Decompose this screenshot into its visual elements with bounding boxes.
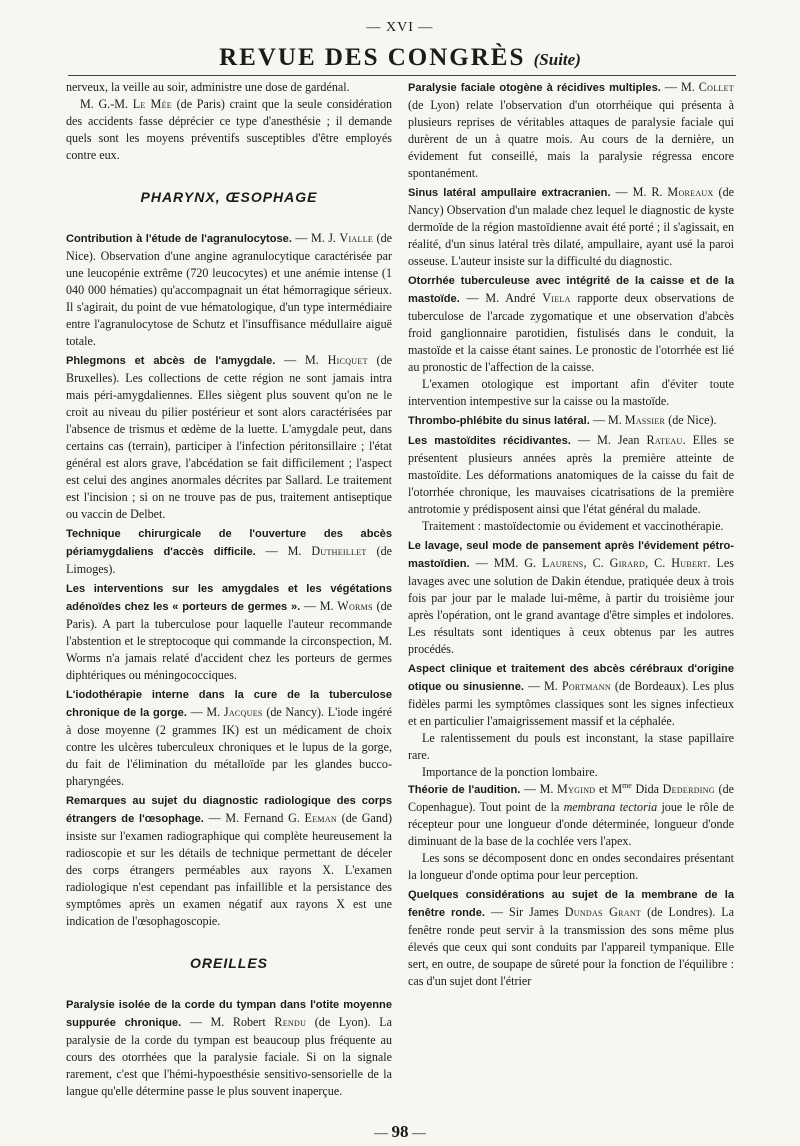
section-heading-pharynx: PHARYNX, ŒSOPHAGE — [140, 189, 318, 205]
article: Aspect clinique et traitement des abcès cérébraux d'origine otique ou sinusienne. — M. Portmann (de Bordeaux). Les plus fidèles parmi les symptômes classiques sont les signes infectieux et en particulier l'amaigrissement massif et la céphalée. — [408, 663, 734, 728]
article-title: Phlegmons et abcès de l'amygdale. — [66, 355, 276, 367]
article: Contribution à l'étude de l'agranulocytose. — M. J. Vialle (de Nice). Observation d'une angine agranulocytique caractérisée par une leucopénie extrême (720 leucocytes) et une anémie intense (1 040 000 hématies) qu'accompagnait un état hémorragique sérieux. Il s'agirait, du point de vue hématologique, d'un type intermédiaire entre l'agranulocytose de Schutz et l'insuffisance médullaire aiguë totale. — [66, 231, 392, 348]
right-column — [408, 79, 734, 990]
author-name: Massier — [624, 413, 666, 427]
paragraph: L'examen otologique est important afin d'éviter toute intervention intempestive sur la caisse ou la mastoïde. — [408, 377, 734, 408]
author-name: Hicquet — [327, 353, 368, 367]
author-name: Jacques — [223, 705, 263, 719]
article-title: Quelques considérations au sujet de la membrane de la fenêtre ronde. — [408, 889, 734, 919]
author-name: Girard — [609, 556, 646, 570]
author-name: Dundas Grant — [564, 905, 642, 919]
article-title: Remarques au sujet du diagnostic radiologique des corps étrangers de l'œsophage. — [66, 795, 392, 825]
paragraph: M. G.-M. Le Mée (de Paris) craint que la seule considération des accidents fasse déprécier ce type d'anesthésie ; il demande quels sont les moyens préventifs susceptibles d'être employés contre eux. — [66, 97, 393, 162]
page-number: — 98 — — [374, 1122, 426, 1141]
author-name: Rateau — [646, 433, 683, 447]
header-title: REVUE DES CONGRÈS — [219, 44, 526, 71]
article: Théorie de l'audition. — M. Mygind et $M^{me}$ Dida Dederding (de Copenhague). Tout point de la membrana tectoria joue le rôle de récepteur pour une longueur d'onde déterminée, longueur d'onde diminuant de la base de la cochlée vers l'apex. — [408, 781, 734, 848]
article-title: Contribution à l'étude de l'agranulocytose. — [66, 233, 292, 245]
article: L'iodothérapie interne dans la cure de la tuberculose chronique de la gorge. — M. Jacques (de Nancy). L'iode ingéré à dose moyenne (2 grammes IK) est un médicament de choix contre les ulcères tuberculeux chroniques et le lupus de la gorge, du fait de l'élimination du métalloïde par les glandes bucco-pharyngées. — [66, 689, 392, 788]
author-name: Hubert — [671, 556, 708, 570]
article-title: Les mastoïdites récidivantes. — [408, 435, 571, 447]
article: Phlegmons et abcès de l'amygdale. — M. Hicquet (de Bruxelles). Les collections de cette région ne sont jamais intra mais péri-amygdaliennes. Elles siègent plus souvent qu'on ne le croit au niveau du pilier postérieur et sont alors caractérisées par l'absence de trismus et œdème de la luette. L'amygdale peut, dans certains cas (terrain), participer à l'infection péritonsillaire ; l'état général est alors grave, l'abcédation se fait difficilement ; l'aspect est celui des angines anormales décrites par Sallard. Le traitement est l'incision ; si on ne trouve pas de pus, traitement antiseptique ou vaccin de Delbet. — [66, 353, 392, 521]
author-name: Le Mée — [132, 97, 172, 111]
article: Thrombo-phlébite du sinus latéral. — M. Massier (de Nice). — [408, 413, 717, 427]
article: Otorrhée tuberculeuse avec intégrité de la caisse et de la mastoïde. — M. André Viela rapporte deux observations de tuberculose de l'arcade zygomatique et une observation d'abcès froid ganglionnaire parotidien, fistulisés dans le conduit, la mastoïde et la caisse étant saines. Le pronostic de l'otorrhée est lié au pronostic de l'affection de la caisse. — [408, 275, 734, 374]
left-column — [66, 79, 392, 1100]
header-suite: (Suite) — [533, 50, 581, 69]
author-name: Viela — [542, 291, 571, 305]
article: Paralysie faciale otogène à récidives multiples. — M. Collet (de Lyon) relate l'observation d'un otorrhéique qui présenta à plusieurs reprises de véritables attaques de paralysie faciale qui durèrent de un à quatre mois. Au cours de la dernière, un évidement fut conseillé, mais la paralysie régressa encore spontanément. — [408, 80, 734, 180]
author-name: Moreaux — [667, 185, 714, 199]
author-name: Rendu — [274, 1015, 307, 1029]
article-title: Paralysie faciale otogène à récidives multiples. — [408, 82, 661, 94]
article-title: Sinus latéral ampullaire extracranien. — [408, 187, 611, 199]
article: Les interventions sur les amygdales et les végétations adénoïdes chez les « porteurs de germes ». — M. Worms (de Paris). A part la tuberculose pour laquelle l'auteur recommande l'abstention et le streptocoque qui commande la circonspection, M. Worms n'a jamais relaté d'accident chez les porteurs de germes diphtériques ou méningococciques. — [66, 583, 393, 682]
article-title: Aspect clinique et traitement des abcès cérébraux d'origine otique ou sinusienne. — [408, 663, 734, 693]
paragraph: Les sons se décomposent donc en ondes secondaires présentant la longueur d'onde optima pour leur perception. — [408, 851, 734, 882]
article: Sinus latéral ampullaire extracranien. — M. R. Moreaux (de Nancy) Observation d'un malade chez lequel le diagnostic de kyste dermoïde de la région mastoïdienne avait été porté ; il s'agissait, en réalité, d'un sinus latéral très dilaté, ampullaire, ayant usé la paroi osseuse. L'auteur insiste sur la difficulté du diagnostic. — [408, 185, 734, 268]
author-name: Eeman — [304, 811, 337, 825]
author-name: Mygind — [557, 782, 596, 796]
paragraph: Le ralentissement du pouls est inconstant, la stase papillaire rare. — [408, 731, 734, 762]
article-title: Technique chirurgicale de l'ouverture des abcès périamygdaliens d'accès difficile. — [66, 528, 392, 558]
article-title: Théorie de l'audition. — [408, 784, 521, 796]
author-name: Portmann — [561, 679, 611, 693]
author-name: Laurens — [542, 556, 584, 570]
article-title: Les interventions sur les amygdales et les végétations adénoïdes chez les « porteurs de germes ». — [66, 583, 392, 613]
article-title: Le lavage, seul mode de pansement après l'évidement pétro-mastoïdien. — [408, 540, 734, 570]
paragraph: Importance de la ponction lombaire. — [422, 765, 598, 779]
page-header — [0, 44, 800, 72]
article: Les mastoïdites récidivantes. — M. Jean Rateau. Elles se présentent plusieurs années après la première atteinte de mastoïdite. Les déformations anatomiques de la caisse du fait de l'otorrhée chronique, les mauvaises cicatrisations de la première antrotomie y prédisposent ainsi que l'état général du malade. — [408, 433, 735, 516]
article: Technique chirurgicale de l'ouverture des abcès périamygdaliens d'accès difficile. — M. Dutheillet (de Limoges). — [66, 528, 392, 576]
article-title: Otorrhée tuberculeuse avec intégrité de la caisse et de la mastoïde. — [408, 275, 734, 305]
author-name: Dederding — [662, 782, 715, 796]
header-rule — [68, 75, 736, 76]
article: Remarques au sujet du diagnostic radiologique des corps étrangers de l'œsophage. — M. Fernand G. Eeman (de Gand) insiste sur l'examen radiographique qui complète heureusement la radioscopie et sur les détails de technique permettant de déceler des corps étrangers perméables aux rayons X. L'examen radiologique n'est cependant pas infaillible et la persistance des symptômes après un examen négatif aux rayons X est une indication de l'œsophagoscopie. — [66, 795, 393, 928]
section-heading-oreilles: OREILLES — [189, 955, 268, 971]
latin-term: membrana tectoria — [563, 800, 658, 814]
article: Quelques considérations au sujet de la membrane de la fenêtre ronde. — Sir James Dundas Grant (de Londres). La fenêtre ronde peut servir à la transmission des sons même plus élevés que ceux qui sont conduits par l'appareil tympanique. Elle sert, en outre, de soupape de sûreté pour la fonction de l'équilibre : cas d'un sujet dont l'étrier — [408, 889, 734, 988]
author-name: Dutheillet — [311, 544, 367, 558]
article: Le lavage, seul mode de pansement après l'évidement pétro-mastoïdien. — MM. G. Laurens, C. Girard, C. Hubert. Les lavages avec une solution de Dakin étendue, pratiquée deux à trois fois par jour par le malade lui-même, à partir du troisième jour après l'opération, ont le grand avantage d'être simples et indolores. Les résultats sont identiques à ceux obtenus par les autres procédés. — [408, 540, 734, 656]
article-title: Paralysie isolée de la corde du tympan dans l'otite moyenne suppurée chronique. — [66, 999, 392, 1029]
paragraph: nerveux, la veille au soir, administre une dose de gardénal. — [66, 80, 350, 94]
paragraph: Traitement : mastoïdectomie ou évidement et vaccinothérapie. — [422, 519, 724, 533]
author-name: Worms — [337, 599, 373, 613]
roman-page-number: — XVI — — [366, 20, 434, 35]
article-title: Thrombo-phlébite du sinus latéral. — [408, 415, 590, 427]
article: Paralysie isolée de la corde du tympan dans l'otite moyenne suppurée chronique. — M. Robert Rendu (de Lyon). La paralysie de la corde du tympan est beaucoup plus fréquente au cours des otorrhées que la paralysie faciale. Si on la signale rarement, c'est que l'hémi-hypoesthésie sensitivo-sensorielle de la langue qu'elle détermine passe le plus souvent inaperçue. — [66, 999, 393, 1098]
author-name: Vialle — [339, 231, 374, 245]
article-title: L'iodothérapie interne dans la cure de la tuberculose chronique de la gorge. — [66, 689, 392, 719]
author-name: Collet — [698, 80, 734, 94]
